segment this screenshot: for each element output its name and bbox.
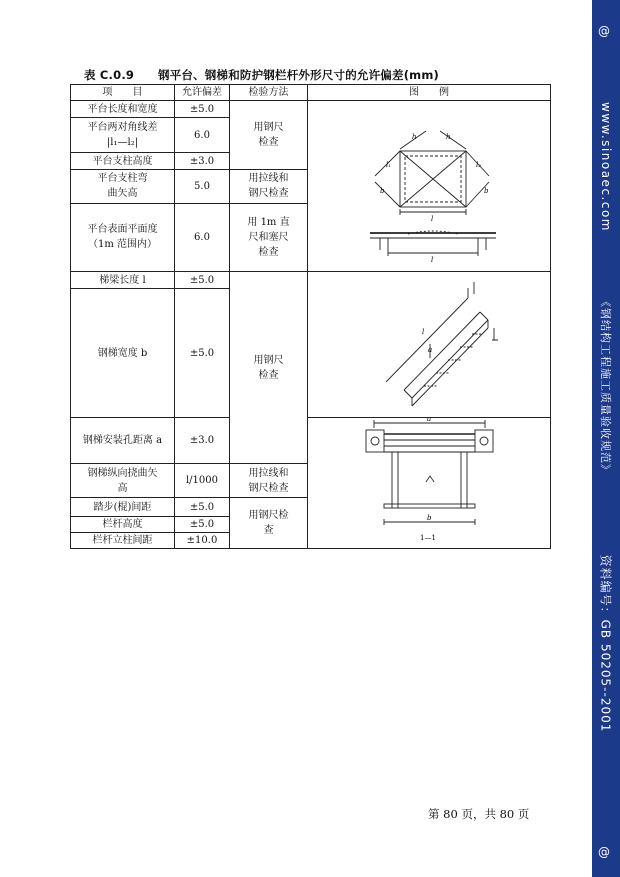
platform-diagram <box>308 101 551 271</box>
ladder-figure-cell <box>308 272 551 418</box>
method-line: 用钢尺 <box>253 354 284 366</box>
label-l2: l₂ <box>476 161 482 169</box>
method-line: 用拉线和 <box>248 173 289 185</box>
tolerance-cell: 6.0 <box>175 118 230 153</box>
sidebar-doc-number: 资料编号：GB 50205--2001 <box>598 554 613 733</box>
item-cell: 栏杆立柱间距 <box>71 533 175 549</box>
label-l: l <box>422 328 425 336</box>
tolerance-cell: ±5.0 <box>175 272 230 289</box>
item-line: |l₁—l₂| <box>106 137 139 149</box>
item-cell <box>71 118 175 153</box>
label-b: b <box>380 187 385 195</box>
item-cell: 平台支柱高度 <box>71 153 175 170</box>
tolerance-cell: ±5.0 <box>175 517 230 533</box>
method-line: 检查 <box>258 369 279 381</box>
tolerance-cell: l/1000 <box>175 464 230 498</box>
label-a: a <box>427 418 432 423</box>
method-cell <box>230 203 308 271</box>
at-icon: @ <box>598 845 610 859</box>
tolerance-cell: ±5.0 <box>175 289 230 418</box>
item-line: 钢梯纵向挠曲矢 <box>87 467 158 479</box>
method-cell <box>230 498 308 549</box>
item-cell: 钢梯宽度 b <box>71 289 175 418</box>
method-line: 检查 <box>258 246 279 258</box>
label-l-top: l <box>431 215 434 223</box>
tolerance-cell: ±5.0 <box>175 101 230 118</box>
method-line: 钢尺检查 <box>248 188 289 200</box>
label-b2: b <box>484 187 489 195</box>
item-cell <box>71 170 175 203</box>
table-number: 表 C.0.9 <box>84 68 135 82</box>
tolerance-cell: ±3.0 <box>175 418 230 464</box>
table-row <box>71 418 551 464</box>
platform-figure-cell <box>308 101 551 272</box>
at-icon: @ <box>598 24 610 38</box>
method-line: 查 <box>263 525 274 536</box>
method-line: 钢尺检查 <box>248 482 289 494</box>
section-diagram <box>308 418 551 548</box>
section-figure-cell <box>308 418 551 549</box>
tolerance-table <box>70 84 551 549</box>
tolerance-cell: 5.0 <box>175 170 230 203</box>
tolerance-cell: ±10.0 <box>175 533 230 549</box>
label-a: a <box>428 346 433 354</box>
item-line: 曲矢高 <box>107 188 138 200</box>
header-row <box>71 85 551 101</box>
header-figure: 图 例 <box>308 85 551 101</box>
method-line: 尺和塞尺 <box>248 231 289 243</box>
item-cell: 梯梁长度 l <box>71 272 175 289</box>
method-line: 检查 <box>258 137 279 149</box>
page-number: 第 80 页，共 80 页 <box>428 807 530 821</box>
method-cell <box>230 170 308 203</box>
header-item: 项 目 <box>71 85 175 101</box>
method-line: 用 1m 直 <box>247 216 290 228</box>
sidebar-website: www.sinoaec.com <box>599 102 613 232</box>
tolerance-cell: 6.0 <box>175 203 230 271</box>
method-line: 用钢尺检 <box>248 510 289 521</box>
tolerance-cell: ±5.0 <box>175 498 230 517</box>
label-b: b <box>427 514 432 522</box>
item-cell: 踏步(棍)间距 <box>71 498 175 517</box>
header-method: 检验方法 <box>230 85 308 101</box>
item-cell: 平台长度和宽度 <box>71 101 175 118</box>
table-title <box>84 67 439 83</box>
item-line: 平台表面平面度 <box>87 224 158 236</box>
method-cell <box>230 464 308 498</box>
header-tolerance: 允许偏差 <box>175 85 230 101</box>
item-line: 平台两对角线差 <box>87 122 158 134</box>
table-row <box>71 101 551 118</box>
item-cell <box>71 464 175 498</box>
item-cell: 钢梯安装孔距离 a <box>71 418 175 464</box>
label-h: h <box>412 133 417 141</box>
sidebar-doc-title: 《钢结构工程施工质量验收规范》 <box>599 296 612 476</box>
method-cell <box>230 272 308 464</box>
method-cell <box>230 101 308 170</box>
label-l-bottom: l <box>431 256 434 264</box>
item-line: 平台支柱弯 <box>97 173 148 185</box>
ladder-diagram <box>308 272 551 417</box>
item-line: 高 <box>117 482 128 494</box>
tolerance-cell: ±3.0 <box>175 153 230 170</box>
section-label: 1—1 <box>420 534 436 542</box>
table-caption: 钢平台、钢梯和防护钢栏杆外形尺寸的允许偏差(mm) <box>158 68 439 82</box>
item-cell <box>71 203 175 271</box>
label-l1: l₁ <box>386 161 392 169</box>
item-line: （1m 范围内） <box>87 239 158 251</box>
method-line: 用拉线和 <box>248 467 289 479</box>
table-row <box>71 272 551 289</box>
method-line: 用钢尺 <box>253 122 284 134</box>
label-h2: h <box>446 133 451 141</box>
item-cell: 栏杆高度 <box>71 517 175 533</box>
